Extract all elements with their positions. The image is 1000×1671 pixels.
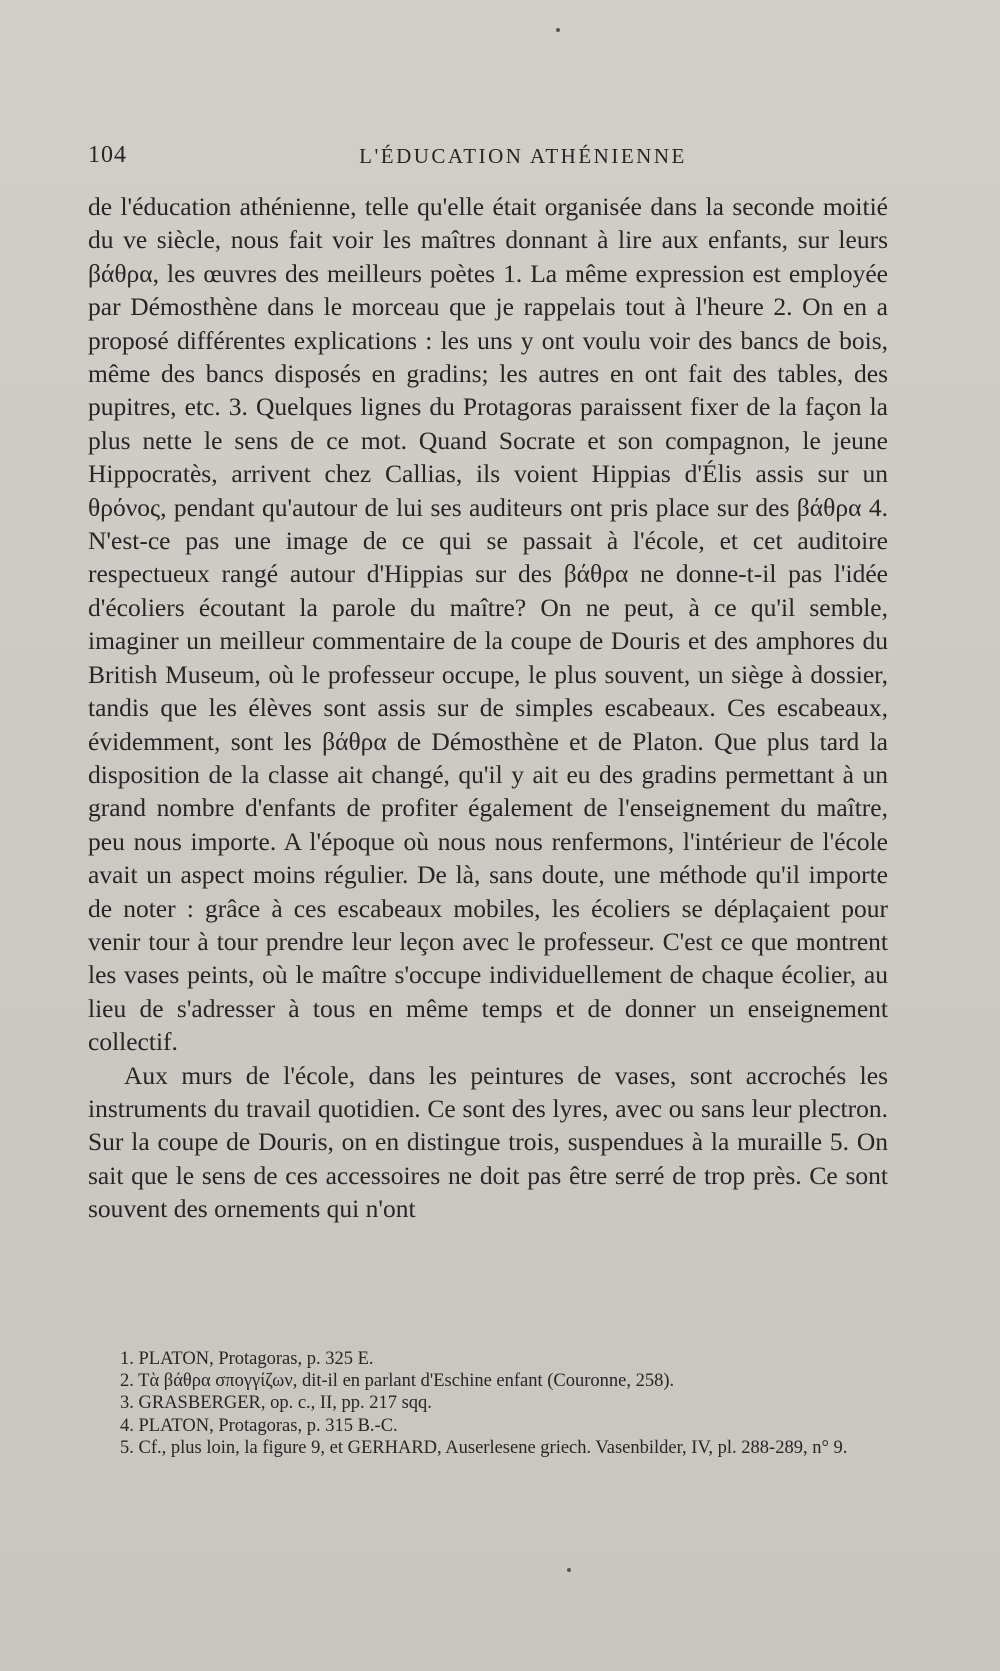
- footnote: 3. GRASBERGER, op. c., II, pp. 217 sqq.: [120, 1393, 432, 1414]
- paper-speck: [556, 28, 560, 32]
- footnote: 5. Cf., plus loin, la figure 9, et GERHARD, Auserlesene griech. Vasenbilder, IV, pl. 288-289, n° 9.: [120, 1437, 848, 1458]
- paragraph: de l'éducation athénienne, telle qu'elle était organisée dans la seconde moitié du ve siècle, nous fait voir les maîtres donnant à lire aux enfants, sur leurs βάθρα, les œuvres des meilleurs poètes 1. La même expression est employée par Démosthène dans le morceau que je rappelais tout à l'heure 2. On en a proposé différentes explications : les uns y ont voulu voir des bancs de bois, même des bancs disposés en gradins; les autres en ont fait des tables, des pupitres, etc. 3. Quelques lignes du Protagoras paraissent fixer de la façon la plus nette le sens de ce mot. Quand Socrate et son compagnon, le jeune Hippocratès, arrivent chez Callias, ils voient Hippias d'Élis assis sur un θρόνος, pendant qu'autour de lui ses auditeurs ont pris place sur des βάθρα 4. N'est-ce pas une image de ce qui se passait à l'école, et cet auditoire respectueux rangé autour d'Hippias sur des βάθρα ne donne-t-il pas l'idée d'écoliers écoutant la parole du maître? On ne peut, à ce qu'il semble, imaginer un meilleur commentaire de la coupe de Douris et des amphores du British Museum, où le professeur occupe, le plus souvent, un siège à dossier, tandis que les élèves sont assis sur de simples escabeaux. Ces escabeaux, évidemment, sont les βάθρα de Démosthène et de Platon. Que plus tard la disposition de la classe ait changé, qu'il y ait eu des gradins permettant à un grand nombre d'enfants de profiter également de l'enseignement du maître, peu nous importe. A l'époque où nous nous renfermons, l'intérieur de l'école avait un aspect moins régulier. De là, sans doute, une méthode qu'il importe de noter : grâce à ces escabeaux mobiles, les écoliers se déplaçaient pour venir tour à tour prendre leur leçon avec le professeur. C'est ce que montrent les vases peints, où le maître s'occupe individuellement de chaque écolier, au lieu de s'adresser à tous en même temps et de donner un enseignement collectif.: [88, 192, 888, 1057]
- footnote: 2. Τὰ βάθρα σπογγίζων, dit-il en parlant d'Eschine enfant (Couronne, 258).: [120, 1371, 675, 1392]
- running-title: L'ÉDUCATION ATHÉNIENNE: [359, 144, 687, 168]
- page-number: 104: [88, 142, 127, 168]
- footnote: 1. PLATON, Protagoras, p. 325 E.: [120, 1349, 374, 1369]
- footnotes: [88, 1348, 888, 1459]
- footnote: 4. PLATON, Protagoras, p. 315 B.-C.: [120, 1415, 398, 1436]
- paragraph: Aux murs de l'école, dans les peintures de vases, sont accrochés les instruments du travail quotidien. Ce sont des lyres, avec ou sans leur plectron. Sur la coupe de Douris, on en distingue trois, suspendues à la muraille 5. On sait que le sens de ces accessoires ne doit pas être serré de trop près. Ce sont souvent des ornements qui n'ont: [88, 1060, 888, 1224]
- page-header: [88, 142, 888, 176]
- body-text: [88, 190, 888, 1226]
- paper-speck: [567, 1568, 571, 1572]
